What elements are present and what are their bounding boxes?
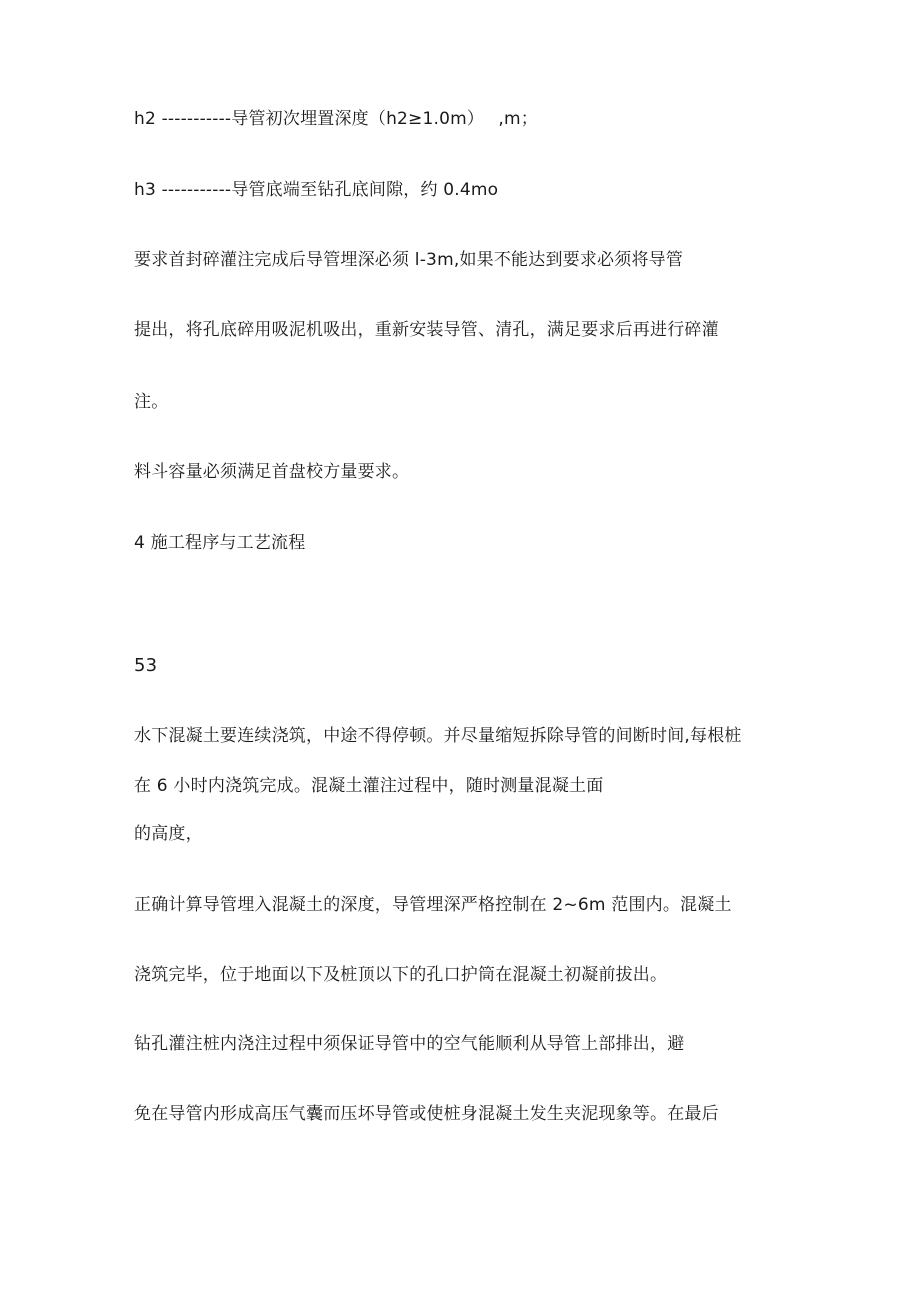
text-line: 钻孔灌注桩内浇注过程中须保证导管中的空气能顺利从导管上部排出，避 [134,1034,685,1054]
text-line: 注。 [134,392,169,412]
text-line-h2: h2 -----------导管初次埋置深度（h2≥1.0m） ,m； [134,109,538,129]
text-line: 料斗容量必须满足首盘校方量要求。 [134,462,410,482]
page-number: 53 [134,655,158,676]
text-line: 浇筑完毕，位于地面以下及桩顶以下的孔口护筒在混凝土初凝前拔出。 [134,965,668,985]
text-line: 在 6 小时内浇筑完成。混凝土灌注过程中，随时测量混凝土面 [134,776,604,796]
text-line: 免在导管内形成高压气囊而压坏导管或使桩身混凝土发生夹泥现象等。在最后 [134,1104,719,1124]
text-line: 的高度， [134,824,203,844]
text-line-h3: h3 -----------导管底端至钻孔底间隙，约 0.4mo [134,180,499,200]
text-line: 正确计算导管埋入混凝土的深度，导管埋深严格控制在 2~6m 范围内。混凝土 [134,895,732,915]
text-line: 提出，将孔底碎用吸泥机吸出，重新安装导管、清孔，满足要求后再进行碎灌 [134,320,719,340]
text-line: 要求首封碎灌注完成后导管埋深必须 l-3m,如果不能达到要求必须将导管 [134,250,684,270]
text-line: 水下混凝土要连续浇筑，中途不得停顿。并尽量缩短拆除导管的间断时间,每根桩 [134,726,742,746]
section-heading: 4 施工程序与工艺流程 [134,533,306,553]
